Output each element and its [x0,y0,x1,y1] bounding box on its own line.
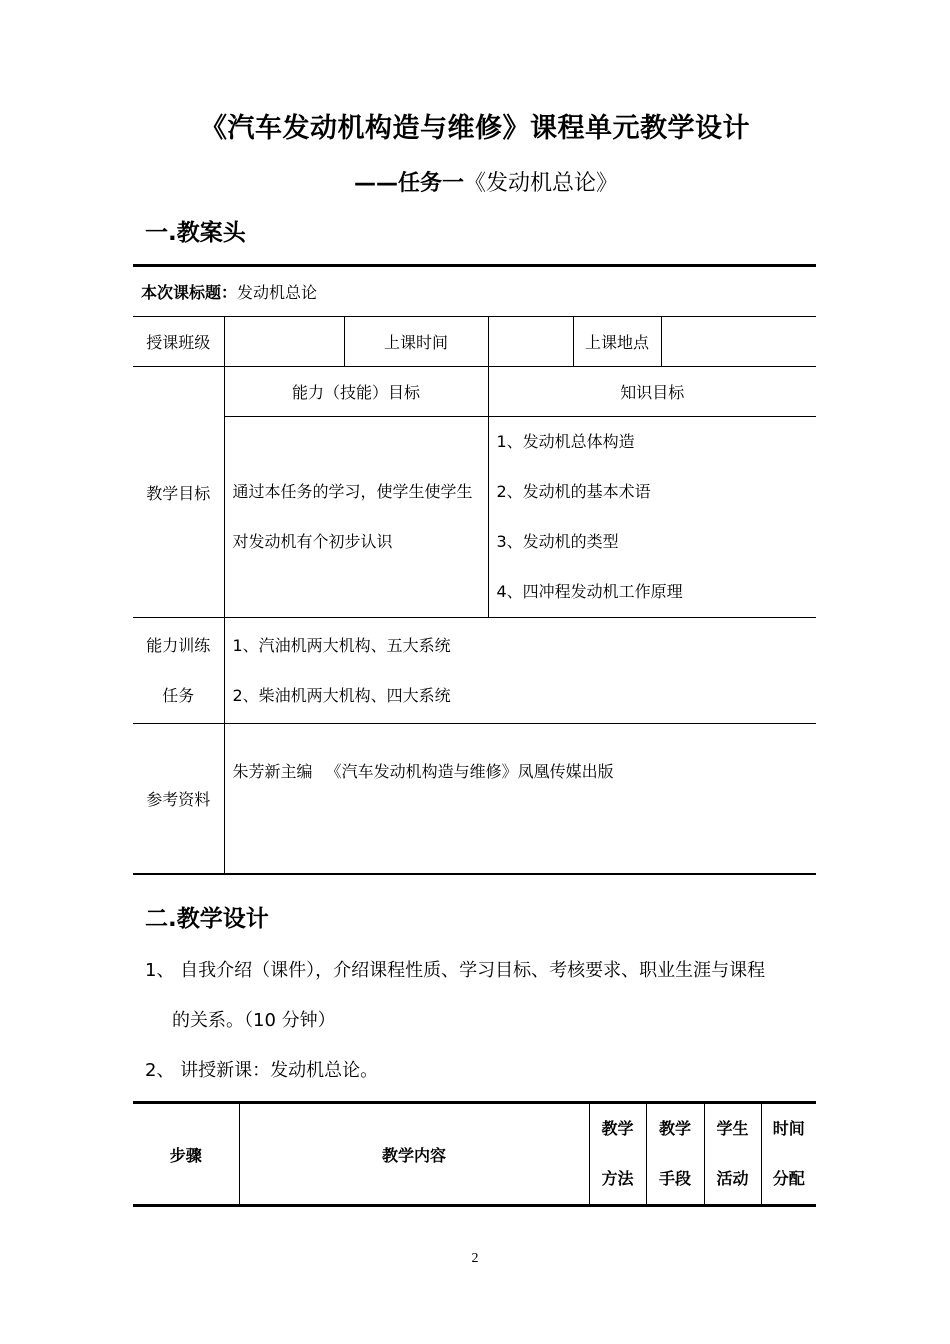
intro-paragraph-line: 1、 自我介绍（课件），介绍课程性质、学习目标、考核要求、职业生涯与课程 [145,960,766,981]
reference-text: 朱芳新主编 《汽车发动机构造与维修》凤凰传媒出版 [224,724,816,874]
knowledge-goal-cell [488,417,816,618]
subtitle-prefix: ——任务一 [354,171,465,196]
knowledge-item: 1、发动机总体构造 [496,432,635,451]
section-heading-teaching-design: 二.教学设计 [145,906,269,932]
training-row [133,618,816,724]
time-label: 上课时间 [344,317,488,367]
col-method-line: 方法 [601,1169,634,1188]
new-lesson-paragraph: 2、 讲授新课：发动机总论。 [145,1060,379,1081]
section-heading-lesson-header: 一.教案头 [145,220,246,246]
ability-goal-cell [224,417,488,618]
col-method [589,1103,646,1206]
time-value-cell [488,317,573,367]
knowledge-item: 3、发动机的类型 [496,532,619,551]
col-means-line: 手段 [658,1169,691,1188]
page-subtitle [354,166,618,197]
intro-paragraph-line: 的关系。（10 分钟） [172,1010,336,1031]
ability-goal-text-line: 对发动机有个初步认识 [232,532,393,551]
ability-goal-header: 能力（技能）目标 [224,367,488,417]
class-value-cell [224,317,344,367]
teaching-design-table [133,1101,816,1207]
col-method-line: 教学 [601,1119,634,1138]
col-time-line: 时间 [772,1119,805,1138]
col-means-line: 教学 [658,1119,691,1138]
design-header-row [133,1103,816,1206]
knowledge-item: 4、四冲程发动机工作原理 [496,582,683,601]
col-time [761,1103,816,1206]
subtitle-name: 《发动机总论》 [464,171,619,196]
lesson-header-table [133,264,816,875]
intro-paragraph [145,946,765,1046]
col-step: 步骤 [133,1103,239,1206]
goals-label: 教学目标 [133,367,224,618]
topic-value: 发动机总论 [237,283,318,302]
training-label-line: 能力训练 [146,635,211,655]
col-student-line: 活动 [716,1169,749,1188]
col-student-line: 学生 [716,1119,749,1138]
col-content: 教学内容 [239,1103,589,1206]
topic-row [133,266,816,317]
page-title: 《汽车发动机构造与维修》课程单元教学设计 [200,113,750,144]
goals-header-row [133,367,816,417]
reference-label: 参考资料 [133,724,224,874]
training-label-cell [133,618,224,724]
col-time-line: 分配 [772,1169,805,1188]
training-items-cell [224,618,816,724]
class-row [133,317,816,367]
training-item: 2、柴油机两大机构、四大系统 [232,685,451,705]
knowledge-goal-header: 知识目标 [488,367,816,417]
topic-label: 本次课标题： [141,283,238,302]
place-label: 上课地点 [573,317,661,367]
place-value-cell [661,317,816,367]
knowledge-item: 2、发动机的基本术语 [496,482,651,501]
training-item: 1、汽油机两大机构、五大系统 [232,635,451,655]
class-label: 授课班级 [133,317,224,367]
col-student [704,1103,761,1206]
reference-row [133,724,816,874]
goals-content-row [133,417,816,618]
col-means [646,1103,704,1206]
page-number: 2 [471,1251,479,1266]
training-label-line: 任务 [162,685,195,705]
ability-goal-text-line: 通过本任务的学习，使学生使学生 [232,482,473,501]
